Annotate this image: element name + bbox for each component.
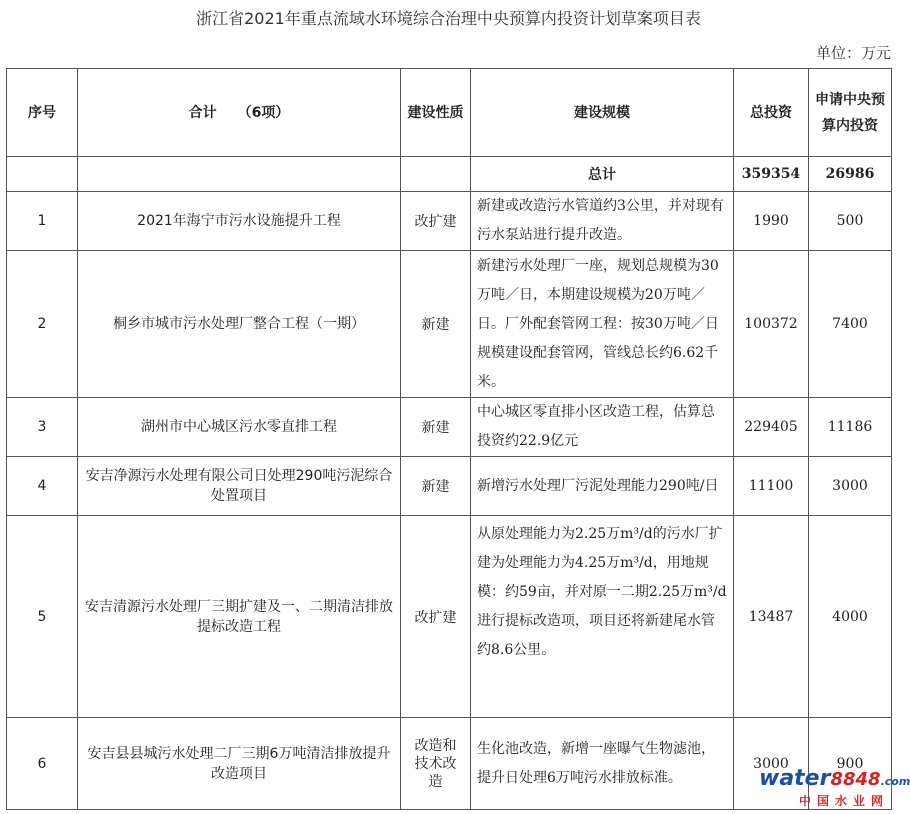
row-nature: 改扩建 [401, 192, 471, 251]
row-scale: 新建或改造污水管道约3公里，并对现有污水泵站进行提升改造。 [471, 192, 734, 251]
table-row [7, 516, 892, 718]
table-row [7, 398, 892, 457]
header-central: 申请中央预算内投资 [809, 69, 892, 157]
row-total: 13487 [734, 516, 809, 718]
table-row [7, 251, 892, 398]
summary-empty-1 [7, 157, 78, 192]
summary-empty-2 [78, 157, 401, 192]
row-nature: 改造和技术改造 [401, 718, 471, 810]
document-title: 浙江省2021年重点流域水环境综合治理中央预算内投资计划草案项目表 [196, 9, 701, 28]
row-total: 3000 [734, 718, 809, 810]
row-central: 3000 [809, 457, 892, 516]
header-name: 合计 （6项） [78, 69, 401, 157]
header-total: 总投资 [734, 69, 809, 157]
row-index: 4 [7, 457, 78, 516]
row-scale: 生化池改造，新增一座曝气生物滤池，提升日处理6万吨污水排放标准。 [471, 718, 734, 810]
row-central: 11186 [809, 398, 892, 457]
row-index: 5 [7, 516, 78, 718]
row-central: 900 [809, 718, 892, 810]
row-central: 4000 [809, 516, 892, 718]
header-row [7, 69, 892, 157]
row-nature: 新建 [401, 398, 471, 457]
row-scale: 中心城区零直排小区改造工程，估算总投资约22.9亿元 [471, 398, 734, 457]
unit-label: 单位：万元 [815, 44, 891, 62]
row-name: 2021年海宁市污水设施提升工程 [78, 192, 401, 251]
summary-empty-3 [401, 157, 471, 192]
row-scale: 新增污水处理厂污泥处理能力290吨/日 [471, 457, 734, 516]
header-index: 序号 [7, 69, 78, 157]
summary-label: 总计 [471, 157, 734, 192]
watermark-logo [759, 766, 910, 808]
header-scale: 建设规模 [471, 69, 734, 157]
summary-total: 359354 [734, 157, 809, 192]
watermark-brand [759, 766, 910, 793]
table-row [7, 192, 892, 251]
watermark-brand-main: water [759, 766, 831, 791]
header-nature: 建设性质 [401, 69, 471, 157]
project-table [6, 68, 892, 810]
row-name: 安吉净源污水处理有限公司日处理290吨污泥综合处置项目 [78, 457, 401, 516]
row-nature: 新建 [401, 251, 471, 398]
row-nature: 新建 [401, 457, 471, 516]
row-total: 229405 [734, 398, 809, 457]
row-index: 6 [7, 718, 78, 810]
row-name: 安吉清源污水处理厂三期扩建及一、二期清洁排放提标改造工程 [78, 516, 401, 718]
row-index: 1 [7, 192, 78, 251]
row-scale: 从原处理能力为2.25万m³/d的污水厂扩建为处理能力为4.25万m³/d，用地规模：约59亩，并对原一二期2.25万m³/d进行提标改造项，项目还将新建尾水管约8.6公里。 [471, 516, 734, 718]
summary-central: 26986 [809, 157, 892, 192]
row-central: 500 [809, 192, 892, 251]
row-index: 3 [7, 398, 78, 457]
watermark-brand-suffix: .com [880, 775, 910, 788]
row-name: 湖州市中心城区污水零直排工程 [78, 398, 401, 457]
row-name: 安吉县县城污水处理二厂三期6万吨清洁排放提升改造项目 [78, 718, 401, 810]
row-nature: 改扩建 [401, 516, 471, 718]
row-total: 100372 [734, 251, 809, 398]
row-scale: 新建污水处理厂一座，规划总规模为30万吨／日，本期建设规模为20万吨／日。厂外配套管网工程：按30万吨／日规模建设配套管网，管线总长约6.62千米。 [471, 251, 734, 398]
row-total: 1990 [734, 192, 809, 251]
watermark-sub: 中国水业网 [798, 794, 889, 808]
row-index: 2 [7, 251, 78, 398]
row-central: 7400 [809, 251, 892, 398]
row-name: 桐乡市城市污水处理厂整合工程（一期） [78, 251, 401, 398]
summary-row [7, 157, 892, 192]
table-row [7, 457, 892, 516]
watermark-brand-num: 8848 [830, 769, 881, 790]
row-total: 11100 [734, 457, 809, 516]
